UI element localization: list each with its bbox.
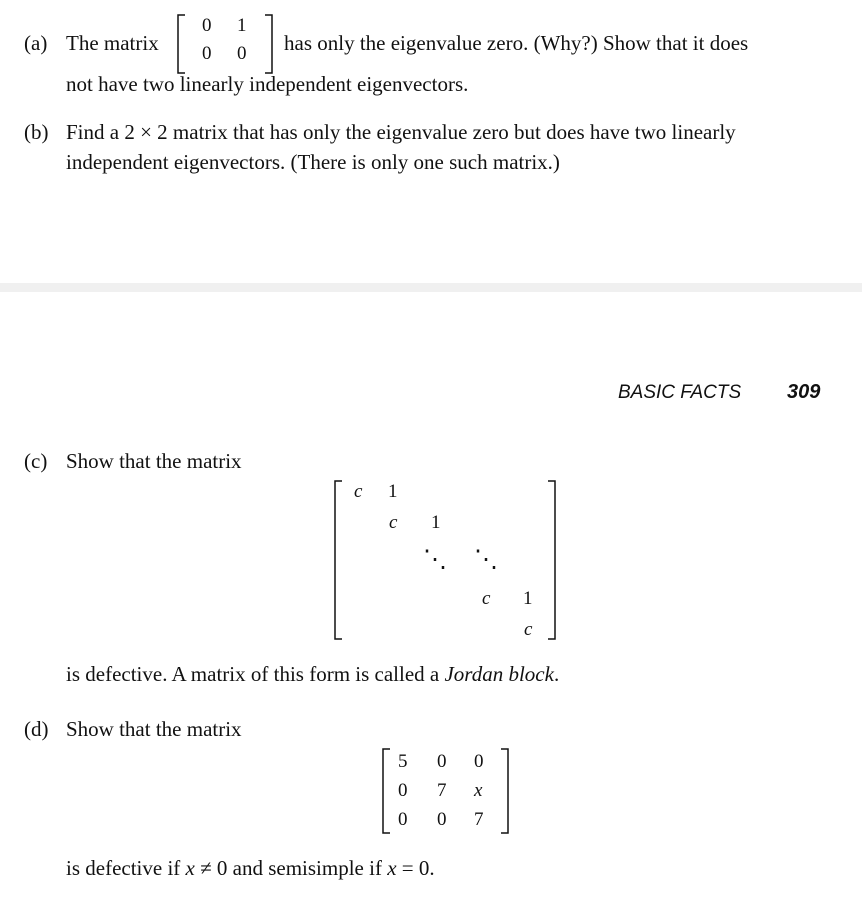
superdiagonal-dots: ⋱	[474, 547, 498, 573]
jordan-superdiagonal-entry: 1	[431, 512, 441, 533]
matrix-a-cell: 0	[202, 15, 212, 36]
matrix-d-cell: 0	[437, 809, 447, 830]
jordan-diagonal-entry: c	[389, 512, 398, 533]
part-a-text-after: has only the eigenvalue zero. (Why?) Show that it does	[284, 31, 749, 55]
page-number: 309	[787, 381, 821, 403]
part-a-line-2: not have two linearly independent eigenvectors.	[66, 72, 469, 96]
part-c-conclusion	[66, 664, 559, 685]
jordan-block-term: Jordan block	[444, 662, 554, 686]
jordan-left-bracket	[333, 480, 343, 640]
jordan-superdiagonal-entry: 1	[388, 481, 398, 502]
matrix-d-cell: 0	[437, 751, 447, 772]
jordan-right-bracket	[547, 480, 557, 640]
jordan-diagonal-entry: c	[482, 588, 491, 609]
part-d-text: Show that the matrix	[66, 717, 242, 741]
part-a-text-before: The matrix	[66, 31, 159, 55]
matrix-right-bracket	[264, 14, 274, 74]
part-d-condition	[66, 858, 435, 879]
matrix-a-cell: 1	[237, 15, 247, 36]
matrix-d-left-bracket	[381, 748, 391, 834]
part-b-label: (b)	[24, 120, 49, 144]
page-separator	[0, 283, 862, 292]
matrix-a-cell: 0	[202, 43, 212, 64]
matrix-a-cell: 0	[237, 43, 247, 64]
condition-text: = 0.	[396, 856, 435, 880]
matrix-d-cell: 7	[474, 809, 484, 830]
matrix-d-right-bracket	[500, 748, 510, 834]
matrix-d-cell: 5	[398, 751, 408, 772]
part-c-conclusion-end: .	[553, 662, 560, 686]
matrix-left-bracket	[176, 14, 186, 74]
condition-text: ≠ 0 and semisimple if	[194, 856, 388, 880]
matrix-d-cell: x	[474, 780, 483, 801]
diagonal-dots: ⋱	[423, 547, 447, 573]
jordan-superdiagonal-entry: 1	[523, 588, 533, 609]
matrix-d-cell: 7	[437, 780, 447, 801]
matrix-d-cell: 0	[474, 751, 484, 772]
part-a-label: (a)	[24, 31, 48, 55]
condition-variable: x	[185, 856, 195, 880]
running-header-title: BASIC FACTS	[618, 382, 742, 403]
matrix-d-cell: 0	[398, 809, 408, 830]
part-c-text: Show that the matrix	[66, 449, 242, 473]
condition-text: is defective if	[66, 856, 186, 880]
part-b-line-1: Find a 2 × 2 matrix that has only the eigenvalue zero but does have two linearly	[66, 120, 736, 144]
condition-variable: x	[387, 856, 397, 880]
part-d-label: (d)	[24, 717, 49, 741]
part-b-line-2: independent eigenvectors. (There is only one such matrix.)	[66, 150, 560, 174]
part-c-label: (c)	[24, 449, 48, 473]
part-c-conclusion-text: is defective. A matrix of this form is called a	[66, 662, 445, 686]
matrix-d-cell: 0	[398, 780, 408, 801]
jordan-diagonal-entry: c	[354, 481, 363, 502]
jordan-diagonal-entry: c	[524, 619, 533, 640]
